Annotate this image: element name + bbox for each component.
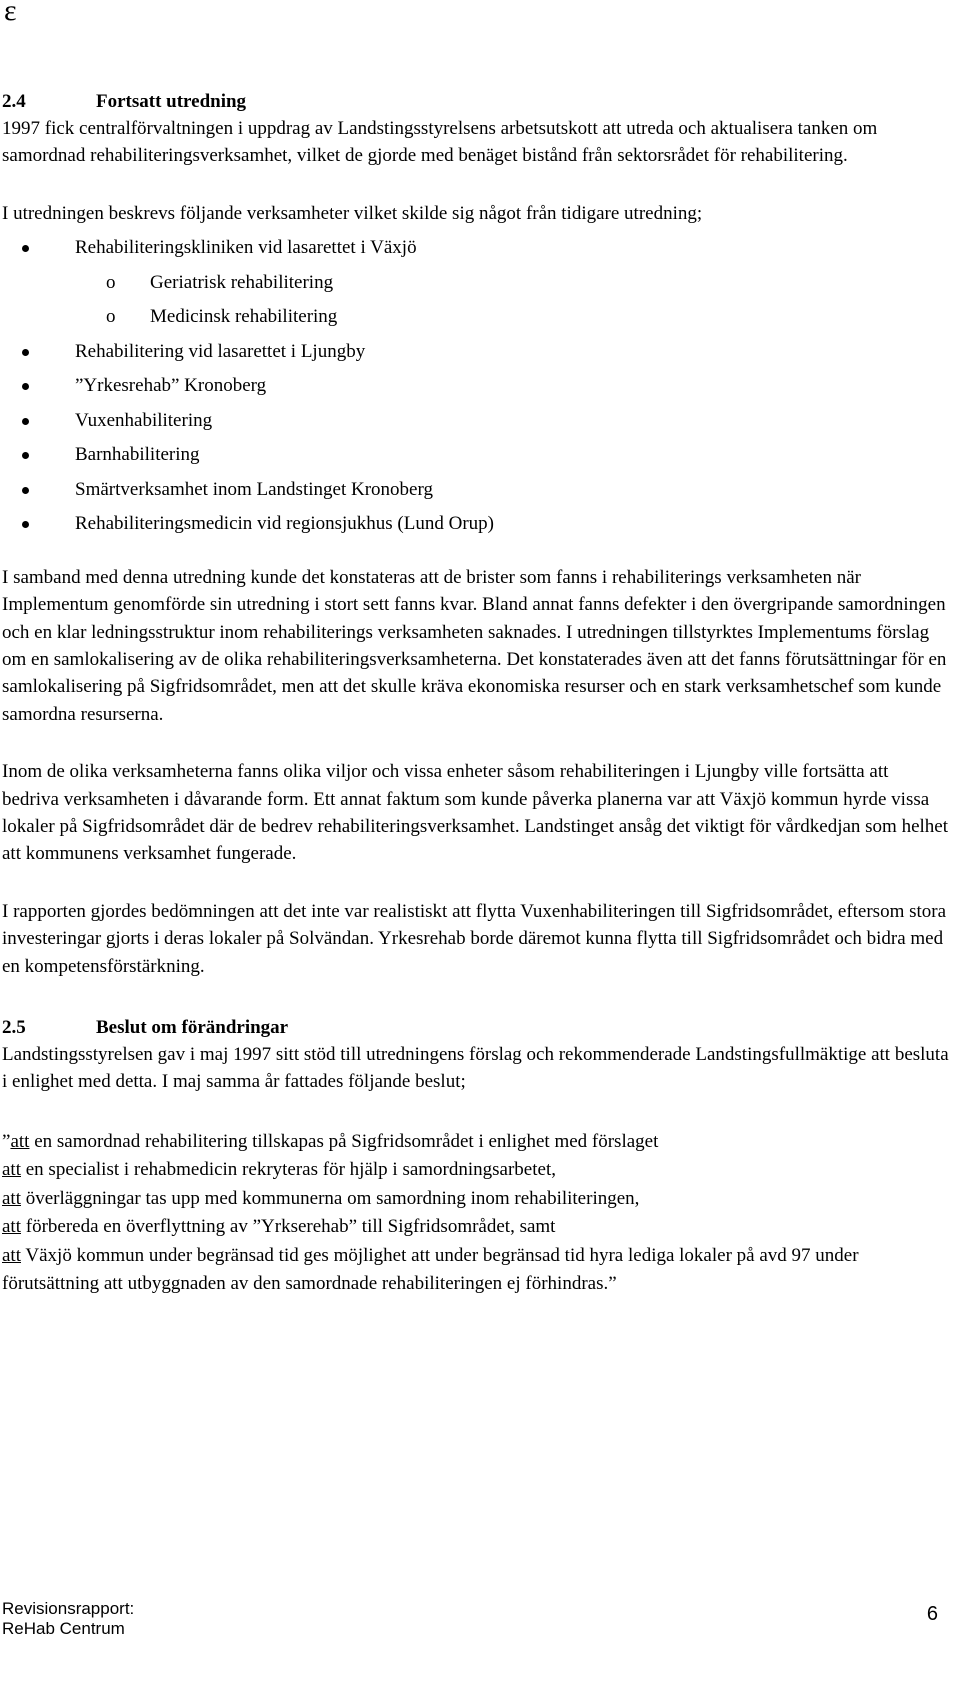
att-keyword: att xyxy=(2,1187,21,1209)
list-item: Barnhabilitering xyxy=(0,438,950,473)
section-number: 2.5 xyxy=(2,1017,26,1038)
list-item: ”Yrkesrehab” Kronoberg xyxy=(0,369,950,404)
corner-mark: ε xyxy=(4,0,17,27)
body-paragraph: Inom de olika verksamheterna fanns olika viljor och vissa enheter såsom rehabiliteringen i Ljungby ville fortsätta att bedriva verksamheten i dåvarande form. Ett annat faktum som kunde påverka planerna var att Växjö kommun hyrde vissa lokaler på Sigfridsområdet där de bedrev rehabiliteringsverksamhet. Landstinget ansåg det viktigt för vårdkedjan som helhet att kommunens verksamhet fungerade. xyxy=(2,761,949,865)
footer xyxy=(2,1599,134,1639)
att-keyword: att xyxy=(2,1216,21,1238)
decision-text: en samordnad rehabilitering tillskapas på Sigfridsområdet i enlighet med förslaget xyxy=(29,1130,659,1152)
footer-report-label: Revisionsrapport: xyxy=(2,1599,135,1618)
list-item: Vuxenhabilitering xyxy=(0,404,950,439)
body-paragraph: I rapporten gjordes bedömningen att det inte var realistiskt att flytta Vuxenhabiliteringen till Sigfridsområdet, eftersom stora investeringar gjorts i deras lokaler på Solvändan. Yrkesrehab borde däremot kunna flytta till Sigfridsområdet och bidra med en kompetensförstärkning. xyxy=(2,900,947,977)
section-intro-paragraph: Landstingsstyrelsen gav i maj 1997 sitt stöd till utredningens förslag och rekommenderade Landstingsfullmäktige att besluta i enlighet med detta. I maj samma år fattades följande beslut; xyxy=(2,1044,949,1093)
sub-list-marker: o xyxy=(106,271,116,293)
section-heading-2-5 xyxy=(0,1014,950,1041)
list-item: Smärtverksamhet inom Landstinget Kronoberg xyxy=(0,473,950,508)
sub-list-label: Geriatrisk rehabilitering xyxy=(150,271,334,293)
list-intro-paragraph: I utredningen beskrevs följande verksamheter vilket skilde sig något från tidigare utredning; xyxy=(2,202,703,224)
att-keyword: att xyxy=(2,1159,21,1181)
sub-list-label: Medicinsk rehabilitering xyxy=(150,306,338,328)
decision-text: en specialist i rehabmedicin rekryteras för hjälp i samordningsarbetet, xyxy=(21,1159,556,1181)
sub-list-item xyxy=(0,266,950,301)
section-intro-paragraph: 1997 fick centralförvaltningen i uppdrag av Landstingsstyrelsens arbetsutskott att utreda och aktualisera tanken om samordnad rehabiliteringsverksamhet, vilket de gjorde med benäget bistånd från sektorsrådet för rehabilitering. xyxy=(2,118,878,167)
decision-item xyxy=(0,1242,950,1299)
list-item: Rehabiliteringskliniken vid lasarettet i Växjö xyxy=(0,231,950,266)
page-number: 6 xyxy=(926,1603,938,1625)
list-item: Rehabilitering vid lasarettet i Ljungby xyxy=(0,335,950,370)
decision-text: Växjö kommun under begränsad tid ges möjlighet att under begränsad tid hyra lediga lokaler på avd 97 under förutsättning att utbyggnaden av den samordnade rehabiliteringen ej förhindras.” xyxy=(2,1244,859,1295)
activity-list xyxy=(0,231,950,542)
decision-text: förbereda en överflyttning av ”Yrkserehab” till Sigfridsområdet, samt xyxy=(21,1216,556,1238)
decision-item xyxy=(0,1185,950,1214)
footer-unit-name: ReHab Centrum xyxy=(2,1619,125,1638)
sub-list-marker: o xyxy=(106,306,116,328)
decision-item xyxy=(0,1128,950,1157)
section-title: Beslut om förändringar xyxy=(96,1017,289,1038)
decision-list xyxy=(0,1128,950,1299)
quote-mark: ” xyxy=(2,1130,11,1152)
section-number: 2.4 xyxy=(2,91,26,112)
body-paragraph: I samband med denna utredning kunde det konstateras att de brister som fanns i rehabiliterings verksamheten när Implementum genomförde sin utredning i stort sett fanns kvar. Bland annat fanns defekter i den övergripande samordningen och en klar ledningsstruktur inom rehabiliterings verksamheten saknades. I utredningen tillstyrktes Implementums förslag om en samlokalisering av de olika rehabiliteringsverksamheterna. Det konstaterades även att det fanns förutsättningar för en samlokalisering på Sigfridsområdet, men att det skulle kräva ekonomiska resurser och en stark verksamhetschef som kunde samordna resurserna. xyxy=(2,566,947,725)
decision-item xyxy=(0,1156,950,1185)
section-heading-2-4 xyxy=(0,88,950,115)
section-title: Fortsatt utredning xyxy=(96,91,247,112)
decision-text: överläggningar tas upp med kommunerna om samordning inom rehabiliteringen, xyxy=(21,1187,640,1209)
list-item: Rehabiliteringsmedicin vid regionsjukhus (Lund Orup) xyxy=(0,507,950,542)
decision-item xyxy=(0,1213,950,1242)
att-keyword: att xyxy=(2,1244,21,1266)
sub-list-item xyxy=(0,300,950,335)
att-keyword: att xyxy=(10,1130,30,1152)
document-body xyxy=(0,88,950,1299)
